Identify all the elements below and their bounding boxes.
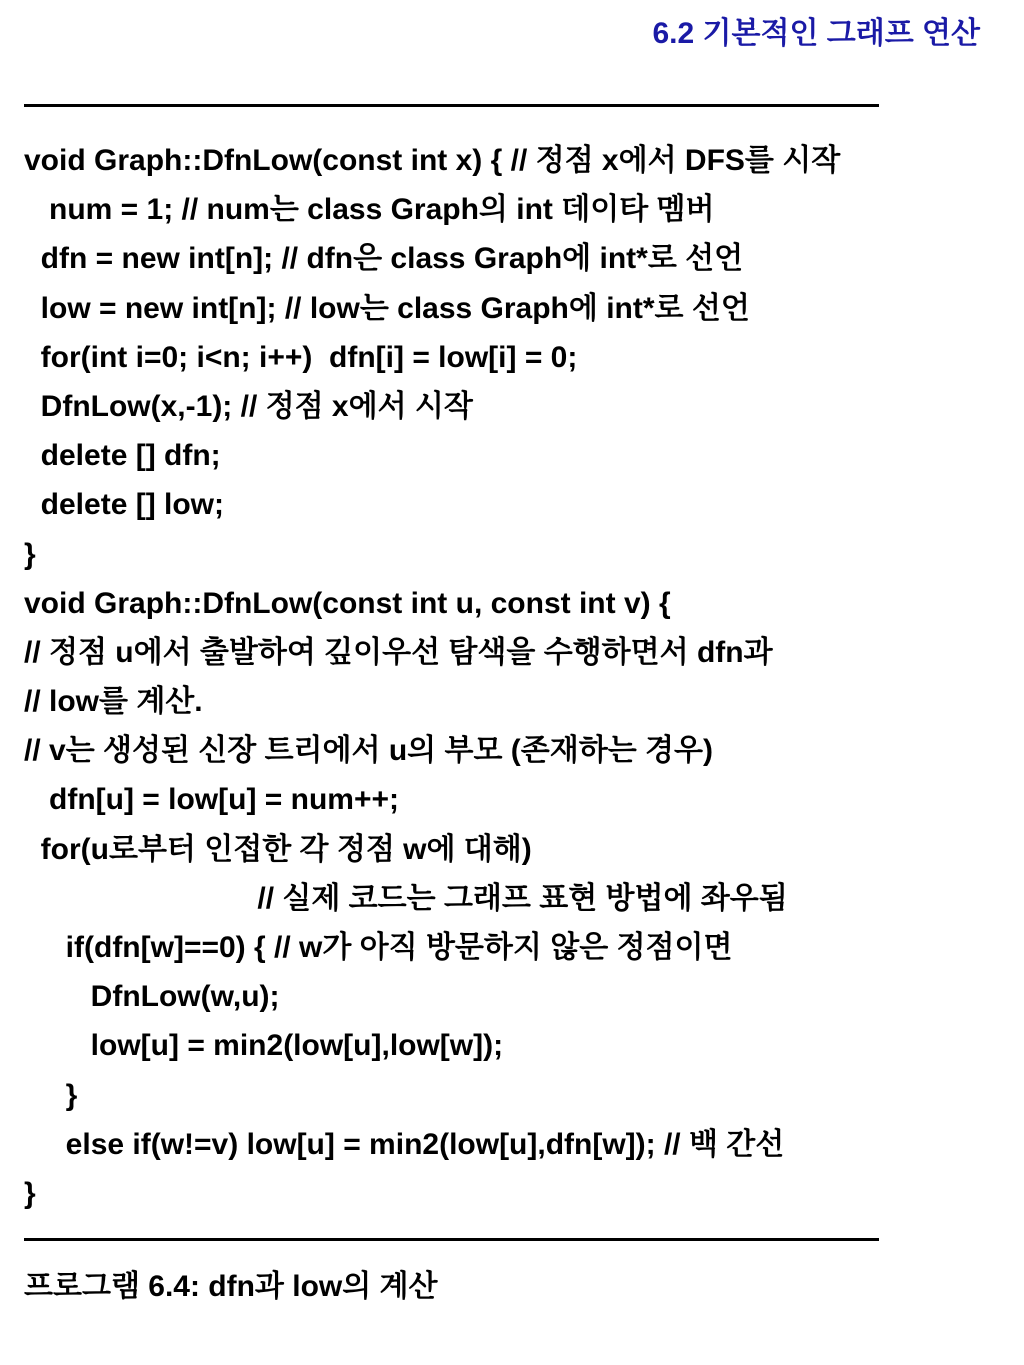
code-line: delete [] low; (24, 488, 225, 522)
program-caption: 프로그램 6.4: dfn과 low의 계산 (24, 1270, 438, 1303)
code-line: } (24, 537, 36, 571)
code-line: // low를 계산. (24, 685, 203, 719)
code-line: dfn = new int[n]; // dfn은 class Graph에 int*로 선언 (24, 242, 744, 276)
code-line: dfn[u] = low[u] = num++; (24, 783, 399, 817)
bottom-divider (24, 1238, 879, 1241)
code-line: delete [] dfn; (24, 439, 221, 473)
code-line: low[u] = min2(low[u],low[w]); (24, 1029, 504, 1063)
code-line: // 정점 u에서 출발하여 깊이우선 탐색을 수행하면서 dfn과 (24, 635, 773, 669)
code-listing (24, 136, 1004, 1218)
code-line: else if(w!=v) low[u] = min2(low[u],dfn[w]); // 백 간선 (24, 1127, 785, 1161)
code-line: } (24, 1078, 78, 1112)
code-line: if(dfn[w]==0) { // w가 아직 방문하지 않은 정점이면 (24, 931, 733, 964)
top-divider (24, 104, 879, 107)
code-line: for(int i=0; i<n; i++) dfn[i] = low[i] = 0; (24, 340, 578, 374)
code-line: // v는 생성된 신장 트리에서 u의 부모 (존재하는 경우) (24, 734, 713, 768)
code-line: low = new int[n]; // low는 class Graph에 int*로 선언 (24, 291, 750, 325)
code-line: void Graph::DfnLow(const int x) { // 정점 x에서 DFS를 시작 (24, 144, 841, 177)
section-title: 6.2 기본적인 그래프 연산 (652, 17, 980, 50)
code-line: void Graph::DfnLow(const int u, const int v) { (24, 586, 671, 620)
code-line: } (24, 1176, 36, 1210)
code-line: DfnLow(w,u); (24, 980, 280, 1014)
code-line: for(u로부터 인접한 각 정점 w에 대해) (24, 832, 532, 866)
code-line: num = 1; // num는 class Graph의 int 데이타 멤버 (24, 193, 715, 227)
code-line: // 실제 코드는 그래프 표현 방법에 좌우됨 (24, 881, 788, 915)
code-line: DfnLow(x,-1); // 정점 x에서 시작 (24, 389, 473, 423)
